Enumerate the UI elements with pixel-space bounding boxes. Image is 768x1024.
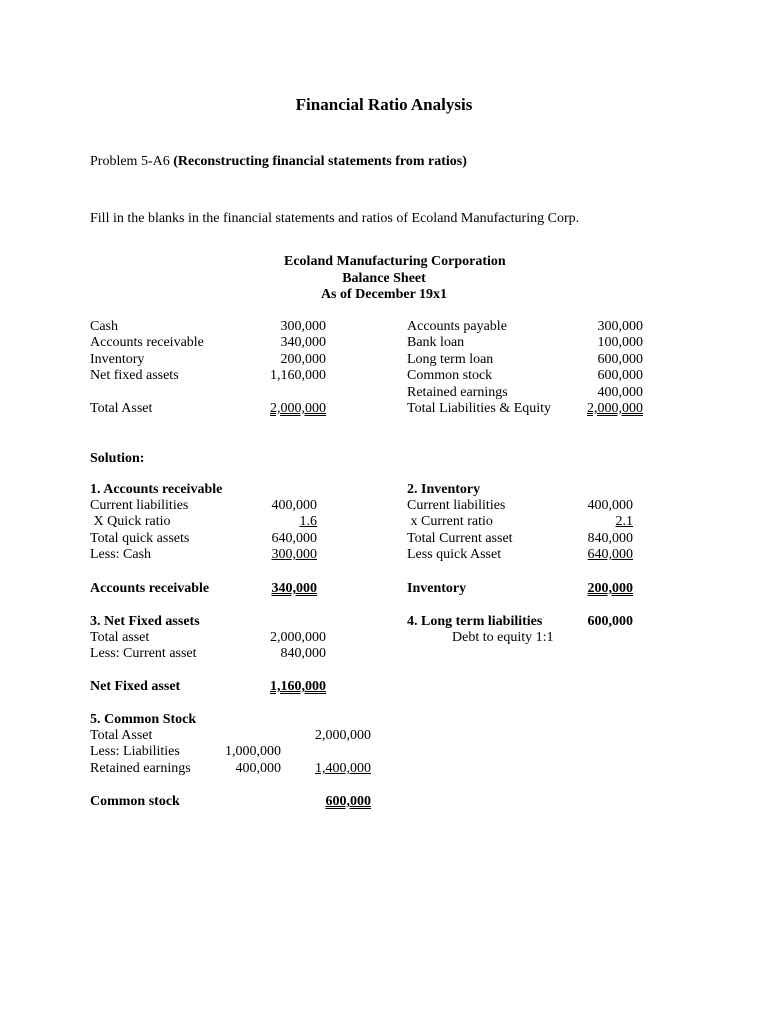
liability-value-common-stock: 600,000 bbox=[597, 368, 643, 384]
asset-value-cash: 300,000 bbox=[280, 319, 326, 334]
solution-3-value-1: 2,000,000 bbox=[270, 630, 326, 645]
solution-1-label-4: Less: Cash bbox=[90, 547, 152, 563]
solution-2-label-4: Less quick Asset bbox=[407, 547, 502, 563]
asset-label-cash: Cash bbox=[90, 319, 118, 334]
solution-1-label-3: Total quick assets bbox=[90, 530, 190, 546]
solution-5-result-value: 600,000 bbox=[325, 794, 371, 809]
statement-name: Balance Sheet bbox=[342, 271, 426, 286]
solution-2-quick-asset: 640,000 bbox=[587, 547, 633, 563]
liability-values bbox=[543, 319, 643, 401]
total-assets-label: Total Asset bbox=[90, 401, 153, 416]
statement-date: As of December 19x1 bbox=[320, 287, 448, 302]
solution-2-values bbox=[533, 498, 633, 564]
solution-2-result-label: Inventory bbox=[407, 581, 467, 596]
solution-2-current-ratio: 2.1 bbox=[615, 514, 633, 530]
solution-3-label-2: Less: Current asset bbox=[90, 646, 197, 662]
total-liabilities-value: 2,000,000 bbox=[587, 401, 643, 416]
solution-4-note: Debt to equity 1:1 bbox=[452, 630, 554, 645]
solution-2-value-4 bbox=[533, 547, 633, 563]
asset-label-receivable: Accounts receivable bbox=[90, 335, 204, 351]
solution-5-label-total: Total Asset bbox=[90, 728, 153, 743]
page-title: Financial Ratio Analysis bbox=[295, 95, 473, 114]
solution-1-result-value: 340,000 bbox=[271, 581, 317, 596]
solution-5-mid-values bbox=[181, 728, 281, 777]
solution-1-quick-assets: 640,000 bbox=[271, 530, 317, 546]
solution-2-current-liabilities: 400,000 bbox=[587, 498, 633, 513]
solution-1-value-1 bbox=[217, 498, 317, 514]
solution-4-title: 4. Long term liabilities bbox=[407, 614, 543, 629]
solution-3-values bbox=[226, 630, 326, 663]
solution-2-labels bbox=[407, 498, 513, 564]
company-name: Ecoland Manufacturing Corporation bbox=[284, 254, 506, 269]
solution-5-title: 5. Common Stock bbox=[90, 712, 197, 727]
asset-label-fixed: Net fixed assets bbox=[90, 368, 179, 384]
solution-2-label-3: Total Current asset bbox=[407, 530, 513, 546]
problem-heading bbox=[90, 154, 467, 170]
solution-3-title: 3. Net Fixed assets bbox=[90, 614, 200, 629]
solution-3-value-2: 840,000 bbox=[280, 646, 326, 662]
asset-value-fixed: 1,160,000 bbox=[270, 368, 326, 384]
solution-1-value-4 bbox=[217, 547, 317, 563]
solution-5-label-retained: Retained earnings bbox=[90, 760, 191, 776]
solution-2-value-2 bbox=[533, 514, 633, 530]
solution-heading: Solution: bbox=[90, 451, 145, 466]
solution-3-result-value: 1,160,000 bbox=[270, 679, 326, 694]
asset-values bbox=[226, 319, 326, 385]
asset-labels bbox=[90, 319, 204, 385]
solution-5-retained-value: 400,000 bbox=[235, 760, 281, 776]
liability-label-retained: Retained earnings bbox=[407, 384, 508, 400]
solution-1-quick-ratio: 1.6 bbox=[299, 514, 317, 530]
solution-2-value-3 bbox=[533, 531, 633, 547]
solution-5-result-label: Common stock bbox=[90, 794, 180, 809]
instructions: Fill in the blanks in the financial statements and ratios of Ecoland Manufacturing Corp. bbox=[90, 211, 580, 226]
solution-5-liabilities-value: 1,000,000 bbox=[225, 744, 281, 760]
problem-description: (Reconstructing financial statements from ratios) bbox=[173, 154, 467, 169]
solution-1-value-3 bbox=[217, 531, 317, 547]
solution-1-current-liabilities: 400,000 bbox=[271, 498, 317, 513]
solution-5-subtotal: 1,400,000 bbox=[315, 761, 371, 776]
liability-value-long-term: 600,000 bbox=[597, 351, 643, 367]
solution-5-label-liabilities: Less: Liabilities bbox=[90, 744, 180, 760]
liability-label-common-stock: Common stock bbox=[407, 368, 493, 384]
solution-2-value-1 bbox=[533, 498, 633, 514]
solution-1-value-2 bbox=[217, 514, 317, 530]
liability-labels bbox=[407, 319, 508, 401]
solution-1-values bbox=[217, 498, 317, 564]
solution-1-title: 1. Accounts receivable bbox=[90, 482, 223, 497]
solution-1-label-1: Current liabilities bbox=[90, 498, 189, 513]
problem-label: Problem 5-A6 bbox=[90, 154, 170, 169]
solution-2-current-asset: 840,000 bbox=[587, 530, 633, 546]
solution-4-value: 600,000 bbox=[587, 614, 633, 629]
liability-label-long-term: Long term loan bbox=[407, 351, 494, 367]
solution-5-labels bbox=[90, 728, 191, 777]
liability-value-payable: 300,000 bbox=[597, 319, 643, 334]
solution-3-labels bbox=[90, 630, 197, 663]
solution-1-cash: 300,000 bbox=[271, 547, 317, 563]
total-liabilities-label: Total Liabilities & Equity bbox=[407, 401, 552, 416]
solution-1-label-2: X Quick ratio bbox=[90, 514, 171, 530]
solution-2-title: 2. Inventory bbox=[407, 482, 481, 497]
liability-label-payable: Accounts payable bbox=[407, 319, 507, 334]
solution-1-labels bbox=[90, 498, 189, 564]
solution-5-total-value: 2,000,000 bbox=[315, 728, 371, 743]
asset-label-inventory: Inventory bbox=[90, 351, 145, 367]
solution-2-result-value: 200,000 bbox=[587, 581, 633, 596]
solution-5-spacer bbox=[181, 728, 281, 744]
total-assets-value: 2,000,000 bbox=[270, 401, 326, 416]
liability-value-bank-loan: 100,000 bbox=[597, 335, 643, 351]
asset-value-inventory: 200,000 bbox=[280, 351, 326, 367]
solution-1-result-label: Accounts receivable bbox=[90, 581, 210, 596]
liability-label-bank-loan: Bank loan bbox=[407, 335, 465, 351]
liability-value-retained: 400,000 bbox=[597, 384, 643, 400]
solution-2-label-1: Current liabilities bbox=[407, 498, 506, 513]
solution-2-label-2: x Current ratio bbox=[407, 514, 493, 530]
asset-value-receivable: 340,000 bbox=[280, 335, 326, 351]
solution-3-label-1: Total asset bbox=[90, 630, 150, 645]
solution-3-result-label: Net Fixed asset bbox=[90, 679, 181, 694]
